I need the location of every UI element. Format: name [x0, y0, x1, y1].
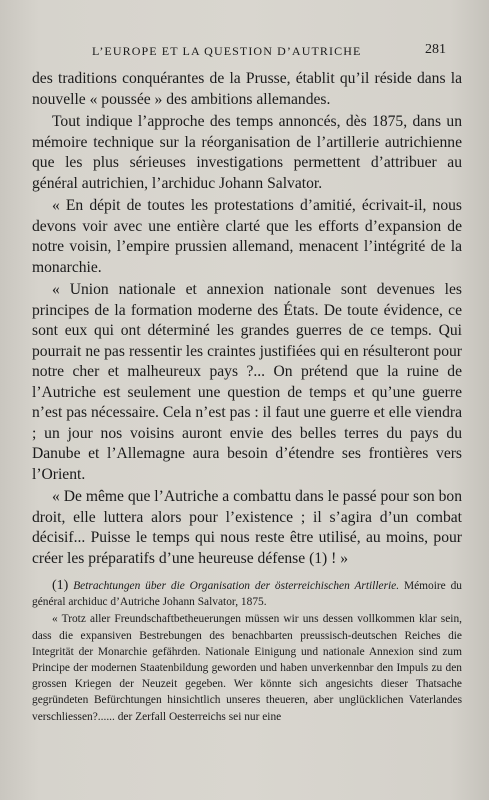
- footnote-citation: Mémoire du général archiduc d’Autriche Johann Salvator, 1875.: [32, 580, 462, 609]
- running-head: L’EUROPE ET LA QUESTION D’AUTRICHE: [92, 44, 362, 58]
- paragraph-3: « En dépit de toutes les protestations d’amitié, écrivait-il, nous devons voir avec une entière clarté que les efforts d’expansion de notre voisin, l’empire prussien allemand, menacent l’intégrité de la monarchie.: [32, 197, 462, 276]
- body-text: [32, 69, 462, 569]
- footnotes: [32, 578, 462, 726]
- paragraph-5: « De même que l’Autriche a combattu dans le passé pour son bon droit, elle luttera alors pour l’existence ; il s’agira d’un combat décisif... Puisse le temps qui nous reste être utilisé, au moins, pour créer les préparatifs d’une heureuse défense (1) ! »: [32, 488, 462, 567]
- paragraph-1: des traditions conquérantes de la Prusse, établit qu’il réside dans la nouvelle « poussée » des ambitions allemandes.: [32, 70, 462, 108]
- page-header: [0, 42, 489, 62]
- footnote-title: Betrachtungen über die Organisation der österreichischen Artillerie.: [73, 580, 400, 592]
- paragraph-4: « Union nationale et annexion nationale sont devenues les principes de la formation moderne des États. De toute évidence, ce sont eux qui ont déterminé les grandes guerres de ce temps. Qui pourrait ne pas ressentir les craintes justifiées qui en résulteront pour notre cher et malheureux pays ?... On prétend que la ruine de l’Autriche est seulement une question de temps et qu’une guerre n’est pas nécessaire. Cela n’est pas : il faut une guerre et elle viendra ; un jour nos voisins auront envie des belles terres du pays du Danube et l’Allemagne aura besoin d’étendre ses frontières vers l’Orient.: [32, 281, 462, 483]
- footnote-1-title-line: [32, 578, 462, 610]
- footnote-quote: « Trotz aller Freundschaftbetheuerungen müssen wir uns dessen vollkommen klar sein, dass die expansiven Bestrebungen des benachbarten preussisch-deutschen Reiches die Integrität der Monarchie gefährden. Nationale Einigung und nationale Annexion sind zum Principe der modernen Staatenbildung geworden und haben unverkennbar den Impuls zu den grossen Kriegen der Neuzeit gegeben. Wer könnte sich angesichts dieser Thatsache gegründeten Befürchtungen hinsichtlich unseres theueren, aber unglücklichen Vaterlandes verschliessen?...... der Zerfall Oesterreichs sei nur eine: [32, 613, 462, 723]
- paragraph-2: Tout indique l’approche des temps annoncés, dès 1875, dans un mémoire technique sur la réorganisation de l’artillerie autrichienne que les plus sérieuses investigations permettent d’attribuer au général autrichien, l’archiduc Johann Salvator.: [32, 113, 462, 192]
- page-number: 281: [425, 42, 446, 57]
- footnote-number: (1): [52, 578, 69, 593]
